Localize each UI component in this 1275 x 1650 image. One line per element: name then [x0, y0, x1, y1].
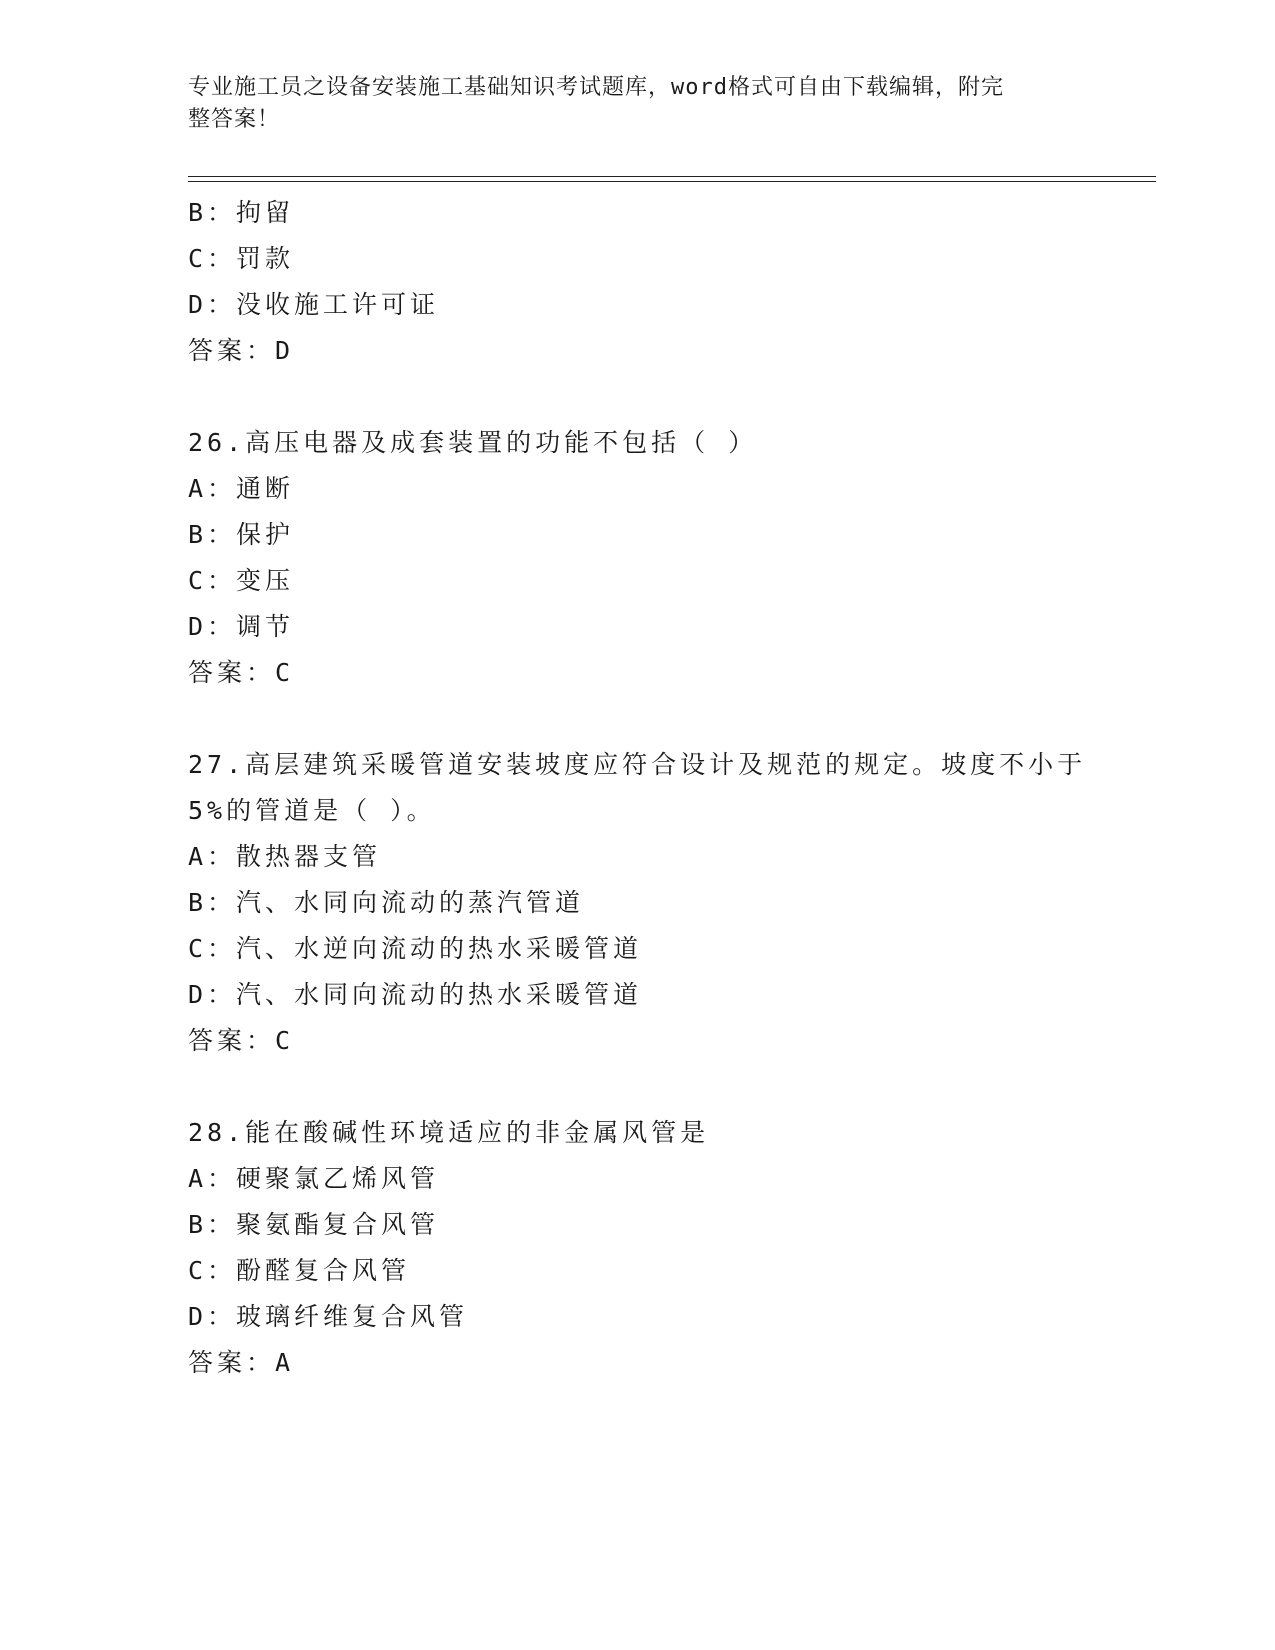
answer-line: 答案：A — [188, 1348, 295, 1377]
option-b: B：拘留 — [188, 198, 295, 227]
header-divider-top — [188, 176, 1156, 177]
header-line-2: 整答案！ — [188, 107, 281, 132]
question-title: 26.高压电器及成套装置的功能不包括（ ） — [188, 428, 758, 457]
option-a: A：散热器支管 — [188, 842, 382, 871]
header-divider-bottom — [188, 181, 1156, 182]
header-line-1: 专业施工员之设备安装施工基础知识考试题库，word格式可自由下载编辑，附完 — [188, 75, 1004, 100]
question-title-line-1: 27.高层建筑采暖管道安装坡度应符合设计及规范的规定。坡度不小于 — [188, 750, 1087, 779]
question-block-27 — [188, 742, 1088, 1064]
option-c: C：汽、水逆向流动的热水采暖管道 — [188, 934, 643, 963]
answer-line: 答案：C — [188, 658, 295, 687]
option-d: D：玻璃纤维复合风管 — [188, 1302, 469, 1331]
option-c: C：罚款 — [188, 244, 295, 273]
question-title-line-2: 5%的管道是（ ）。 — [188, 796, 436, 825]
question-block-25 — [188, 190, 1088, 374]
option-c: C：酚醛复合风管 — [188, 1256, 411, 1285]
option-c: C：变压 — [188, 566, 295, 595]
answer-line: 答案：C — [188, 1026, 295, 1055]
option-a: A：硬聚氯乙烯风管 — [188, 1164, 440, 1193]
option-b: B：保护 — [188, 520, 295, 549]
question-list — [188, 190, 1088, 1386]
option-b: B：聚氨酯复合风管 — [188, 1210, 440, 1239]
option-d: D：调节 — [188, 612, 295, 641]
option-d: D：汽、水同向流动的热水采暖管道 — [188, 980, 643, 1009]
answer-line: 答案：D — [188, 336, 295, 365]
question-block-26 — [188, 420, 1088, 696]
question-block-28 — [188, 1110, 1088, 1386]
option-a: A：通断 — [188, 474, 295, 503]
option-b: B：汽、水同向流动的蒸汽管道 — [188, 888, 585, 917]
document-header — [188, 72, 1078, 136]
spacer — [188, 374, 1088, 420]
option-d: D：没收施工许可证 — [188, 290, 440, 319]
question-title: 28.能在酸碱性环境适应的非金属风管是 — [188, 1118, 710, 1147]
spacer — [188, 1064, 1088, 1110]
spacer — [188, 696, 1088, 742]
